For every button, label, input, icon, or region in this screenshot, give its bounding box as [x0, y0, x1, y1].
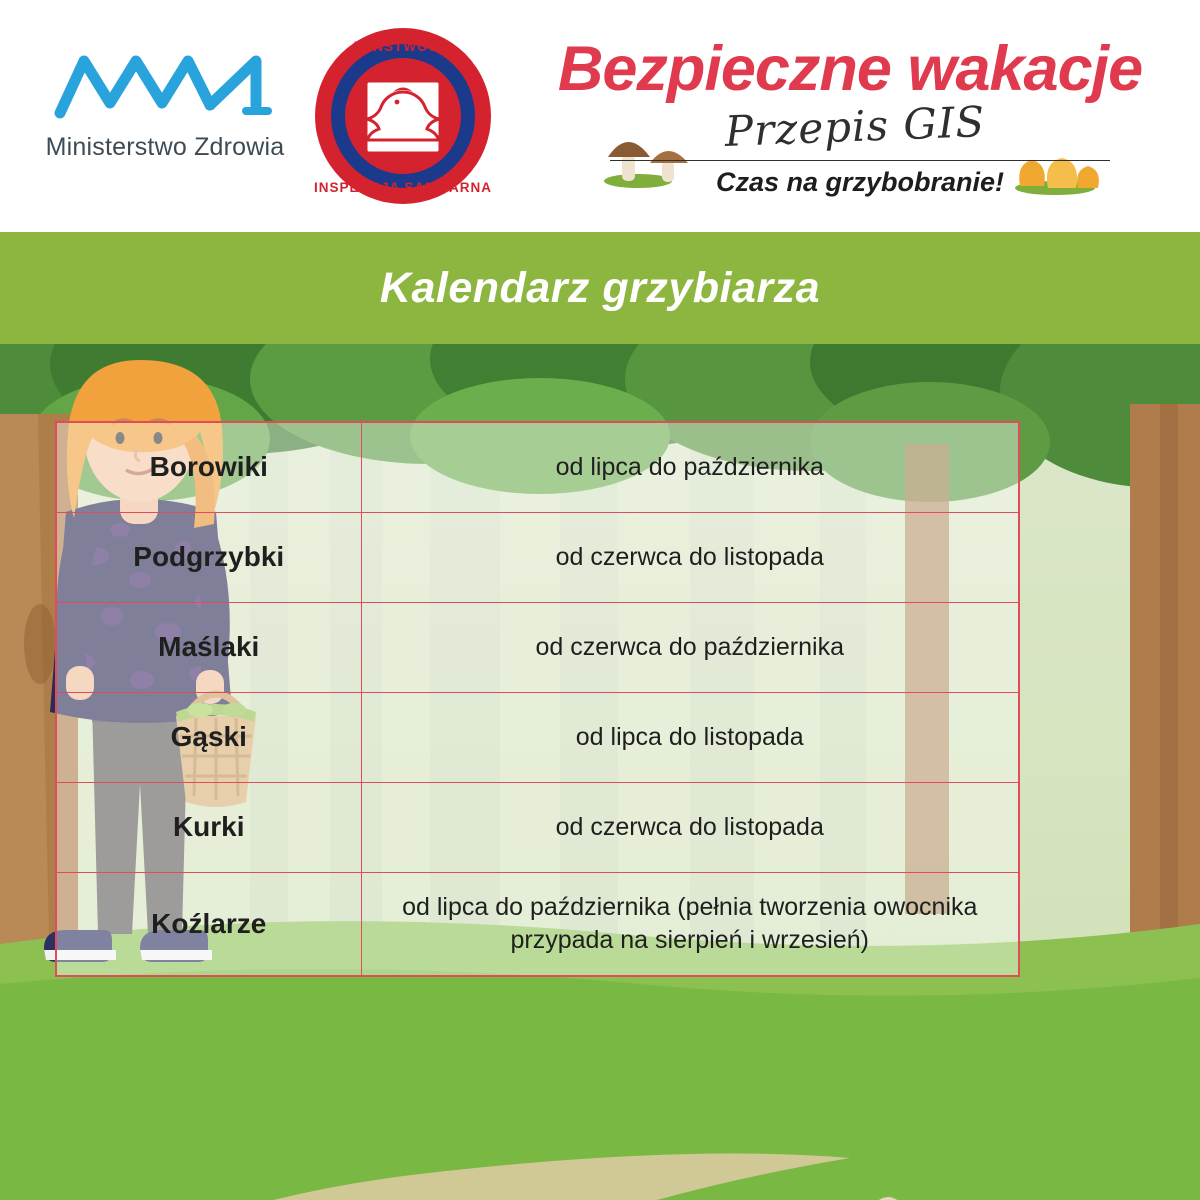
table-row — [56, 602, 1019, 692]
table-row — [56, 872, 1019, 976]
mushroom-season: od lipca do października — [555, 452, 824, 481]
poster-header — [0, 0, 1200, 232]
ministry-logo — [40, 45, 290, 175]
banner-title: Kalendarz grzybiarza — [379, 263, 821, 312]
mushroom-name: Koźlarze — [56, 872, 361, 976]
mushroom-season: od czerwca do listopada — [555, 812, 824, 841]
section-banner — [0, 232, 1200, 344]
mushroom-season: od czerwca do listopada — [555, 542, 824, 571]
ministry-zigzag-icon — [50, 45, 280, 120]
campaign-divider — [610, 160, 1110, 161]
seal-text — [313, 26, 493, 206]
sanitary-inspection-seal — [313, 26, 493, 206]
mushroom-season: od lipca do października (pełnia tworzenia owocnika przypada na sierpień i wrzesień) — [402, 892, 978, 954]
table-row — [56, 512, 1019, 602]
forest-scene — [0, 344, 1200, 1200]
seal-top-label: PAŃSTWOWA — [353, 39, 453, 54]
table-row — [56, 422, 1019, 512]
mushroom-name: Borowiki — [56, 422, 361, 512]
table-row — [56, 692, 1019, 782]
mushroom-name: Kurki — [56, 782, 361, 872]
campaign-script-line: Przepis GIS — [723, 97, 987, 156]
seal-bottom-label: INSPEKCJA SANITARNA — [313, 180, 492, 195]
mushroom-name: Maślaki — [56, 602, 361, 692]
right-tree-trunk — [1130, 404, 1200, 944]
mushroom-calendar-table — [55, 421, 1020, 977]
mushroom-name: Podgrzybki — [56, 512, 361, 602]
ministry-caption: Ministerstwo Zdrowia — [45, 133, 285, 161]
mushroom-name: Gąski — [56, 692, 361, 782]
table-row — [56, 782, 1019, 872]
mushroom-season: od lipca do listopada — [575, 722, 804, 751]
mushroom-season: od czerwca do października — [535, 632, 844, 661]
campaign-subtitle: Czas na grzybobranie! — [715, 167, 1005, 197]
campaign-title: Bezpieczne wakacje — [557, 34, 1143, 104]
campaign-block — [520, 22, 1180, 212]
